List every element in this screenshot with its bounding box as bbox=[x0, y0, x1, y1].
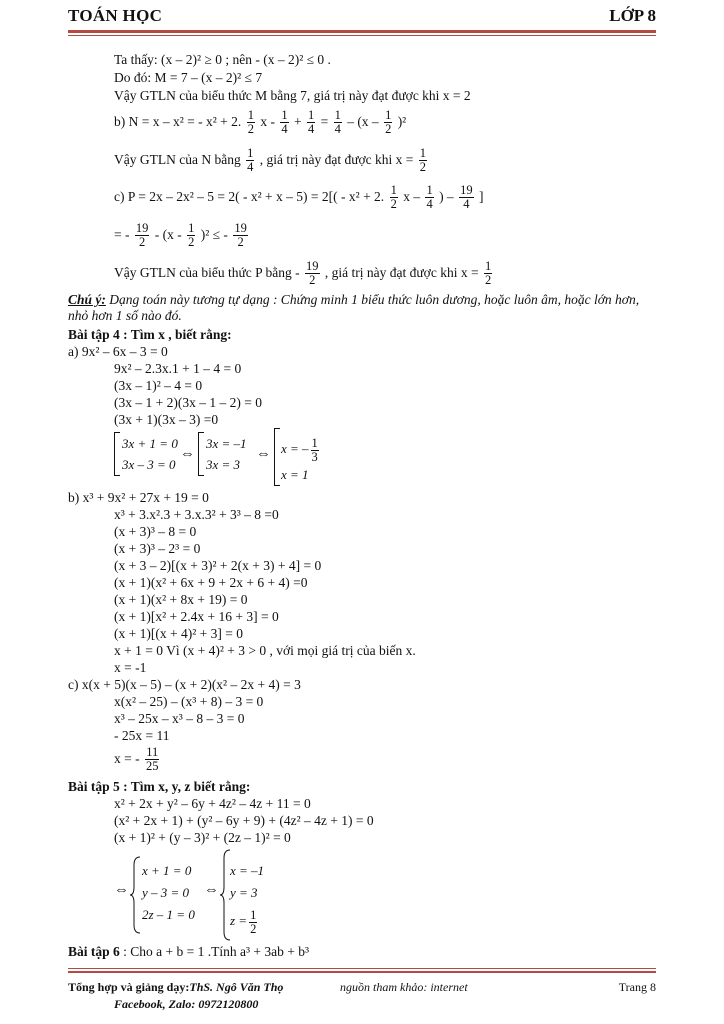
fraction: $\frac{11}{25}$ bbox=[145, 745, 159, 774]
footer-author: Tổng hợp và giảng dạy:ThS. Ngô Văn Thọ Facebook, Zalo: 0972120800 bbox=[68, 980, 284, 1011]
text-line: x + 1 = 0 Vì (x + 4)² + 3 > 0 , với mọi giá trị của biến x. bbox=[114, 643, 416, 658]
footer-rule bbox=[68, 971, 656, 973]
text-line: Ta thấy: (x – 2)² ≥ 0 ; nên - (x – 2)² ≤ 0 . bbox=[114, 52, 331, 67]
text-line: (x + 3)³ – 2³ = 0 bbox=[114, 541, 201, 556]
equation-line-c: c) P = 2x – 2x² – 5 = 2( - x² + x – 5) = 2[( - x² + 2. $\frac{1}{2}$ x – $\frac{1}{4}$ ) – $\frac{19}{4}$ ] bbox=[114, 183, 484, 212]
text-line: (x + 1)[x² + 2.4x + 16 + 3] = 0 bbox=[114, 609, 279, 624]
equation-line-c2: = - $\frac{19}{2}$ - (x - $\frac{1}{2}$ )² ≤ - $\frac{19}{2}$ bbox=[114, 221, 247, 250]
text-line: (3x + 1)(3x – 3) =0 bbox=[114, 412, 219, 427]
text-line: (x + 1)² + (y – 3)² + (2z – 1)² = 0 bbox=[114, 830, 291, 845]
iff-symbol: ⇔ bbox=[256, 446, 271, 462]
text-line: - 25x = 11 bbox=[114, 728, 170, 743]
text-line: (x + 1)(x² + 6x + 9 + 2x + 6 + 4) =0 bbox=[114, 575, 308, 590]
iff-symbol: ⇔ bbox=[114, 882, 129, 898]
text-line: x(x² – 25) – (x³ + 8) – 3 = 0 bbox=[114, 694, 264, 709]
fraction: $\frac{19}{2}$ bbox=[234, 221, 247, 250]
fraction: $\frac{1}{2}$ bbox=[188, 221, 195, 250]
page-number: Trang 8 bbox=[618, 980, 656, 994]
iff-symbol: ⇔ bbox=[204, 882, 219, 898]
text-line: (3x – 1)² – 4 = 0 bbox=[114, 378, 203, 393]
fraction: $\frac{1}{2}$ bbox=[419, 146, 427, 175]
exercise-5-title: Bài tập 5 : Tìm x, y, z biết rằng: bbox=[68, 779, 251, 794]
text-line: (x + 3 – 2)[(x + 3)² + 2(x + 3) + 4] = 0 bbox=[114, 558, 322, 573]
fraction: $\frac{1}{2}$ bbox=[247, 108, 254, 137]
header-rule-thin bbox=[68, 35, 656, 36]
conclusion-line-p: Vậy GTLN của biểu thức P bằng - $\frac{19}{2}$ , giá trị này đạt được khi x = $\frac{1}{2}$ bbox=[114, 259, 492, 288]
fraction: $\frac{1}{3}$ bbox=[311, 435, 318, 464]
fraction: $\frac{1}{2}$ bbox=[484, 259, 492, 288]
fraction: $\frac{1}{2}$ bbox=[390, 183, 397, 212]
result-line: x = - $\frac{11}{25}$ bbox=[114, 745, 159, 774]
fraction: $\frac{1}{4}$ bbox=[426, 183, 433, 212]
equation-line-b: b) N = x – x² = - x² + 2. $\frac{1}{2}$ x - $\frac{1}{4}$ + $\frac{1}{4}$ = $\frac{1}{4}$ – (x – $\frac{1}{2}$ )² bbox=[114, 108, 407, 137]
footer-contact: Facebook, Zalo: 0972120800 bbox=[114, 997, 259, 1011]
text-line: x³ – 25x – x³ – 8 – 3 = 0 bbox=[114, 711, 245, 726]
subject-title: TOÁN HỌC bbox=[68, 6, 163, 25]
text-line: (3x – 1 + 2)(3x – 1 – 2) = 0 bbox=[114, 395, 262, 410]
fraction: $\frac{1}{4}$ bbox=[307, 108, 315, 137]
bracket bbox=[198, 432, 204, 476]
grade-title: LỚP 8 bbox=[609, 6, 656, 25]
bracket bbox=[274, 428, 280, 486]
fraction: $\frac{1}{2}$ bbox=[385, 108, 392, 137]
text-line: Do đó: M = 7 – (x – 2)² ≤ 7 bbox=[114, 70, 263, 85]
text-line: x³ + 3.x².3 + 3.x.3² + 3³ – 8 =0 bbox=[114, 507, 279, 522]
fraction: $\frac{19}{4}$ bbox=[460, 183, 473, 212]
text-line: a) 9x² – 6x – 3 = 0 bbox=[68, 344, 168, 359]
text-line: c) x(x + 5)(x – 5) – (x + 2)(x² – 2x + 4) = 3 bbox=[68, 677, 301, 692]
fraction: $\frac{1}{4}$ bbox=[247, 146, 254, 175]
text-line: (x² + 2x + 1) + (y² – 6y + 9) + (4z² – 4z + 1) = 0 bbox=[114, 813, 374, 828]
text-line: b) x³ + 9x² + 27x + 19 = 0 bbox=[68, 490, 209, 505]
text-line: (x + 1)(x² + 8x + 19) = 0 bbox=[114, 592, 248, 607]
fraction: $\frac{1}{2}$ bbox=[250, 907, 257, 936]
footer-source: nguồn tham khảo: internet bbox=[340, 980, 468, 994]
fraction: $\frac{19}{2}$ bbox=[135, 221, 149, 250]
text-line: x² + 2x + y² – 6y + 4z² – 4z + 11 = 0 bbox=[114, 796, 311, 811]
text-line: (x + 1)[(x + 4)² + 3] = 0 bbox=[114, 626, 243, 641]
conclusion-line-n: Vậy GTLN của N bằng $\frac{1}{4}$ , giá trị này đạt được khi x = $\frac{1}{2}$ bbox=[114, 146, 427, 175]
fraction: $\frac{19}{2}$ bbox=[306, 259, 319, 288]
page-header bbox=[68, 6, 656, 28]
text-line: Vậy GTLN của biểu thức M bằng 7, giá trị này đạt được khi x = 2 bbox=[114, 88, 471, 103]
note-paragraph: Chú ý: Dạng toán này tương tự dạng : Chứng minh 1 biểu thức luôn dương, hoặc luôn âm, hoặc lớn hơn, nhỏ hơn 1 số nào đó. bbox=[68, 292, 640, 323]
text-line: x = -1 bbox=[114, 660, 147, 675]
text-line: 9x² – 2.3x.1 + 1 – 4 = 0 bbox=[114, 361, 242, 376]
exercise-6-line: Bài tập 6 : Cho a + b = 1 .Tính a³ + 3ab + b³ bbox=[68, 944, 310, 959]
iff-symbol: ⇔ bbox=[180, 446, 195, 462]
bracket bbox=[114, 432, 120, 476]
fraction: $\frac{1}{4}$ bbox=[334, 108, 341, 137]
brace bbox=[130, 855, 142, 935]
header-rule bbox=[68, 30, 656, 33]
footer-rule-thin bbox=[68, 968, 656, 969]
exercise-4-title: Bài tập 4 : Tìm x , biết rằng: bbox=[68, 327, 232, 342]
fraction: $\frac{1}{4}$ bbox=[281, 108, 288, 137]
text-line: (x + 3)³ – 8 = 0 bbox=[114, 524, 197, 539]
